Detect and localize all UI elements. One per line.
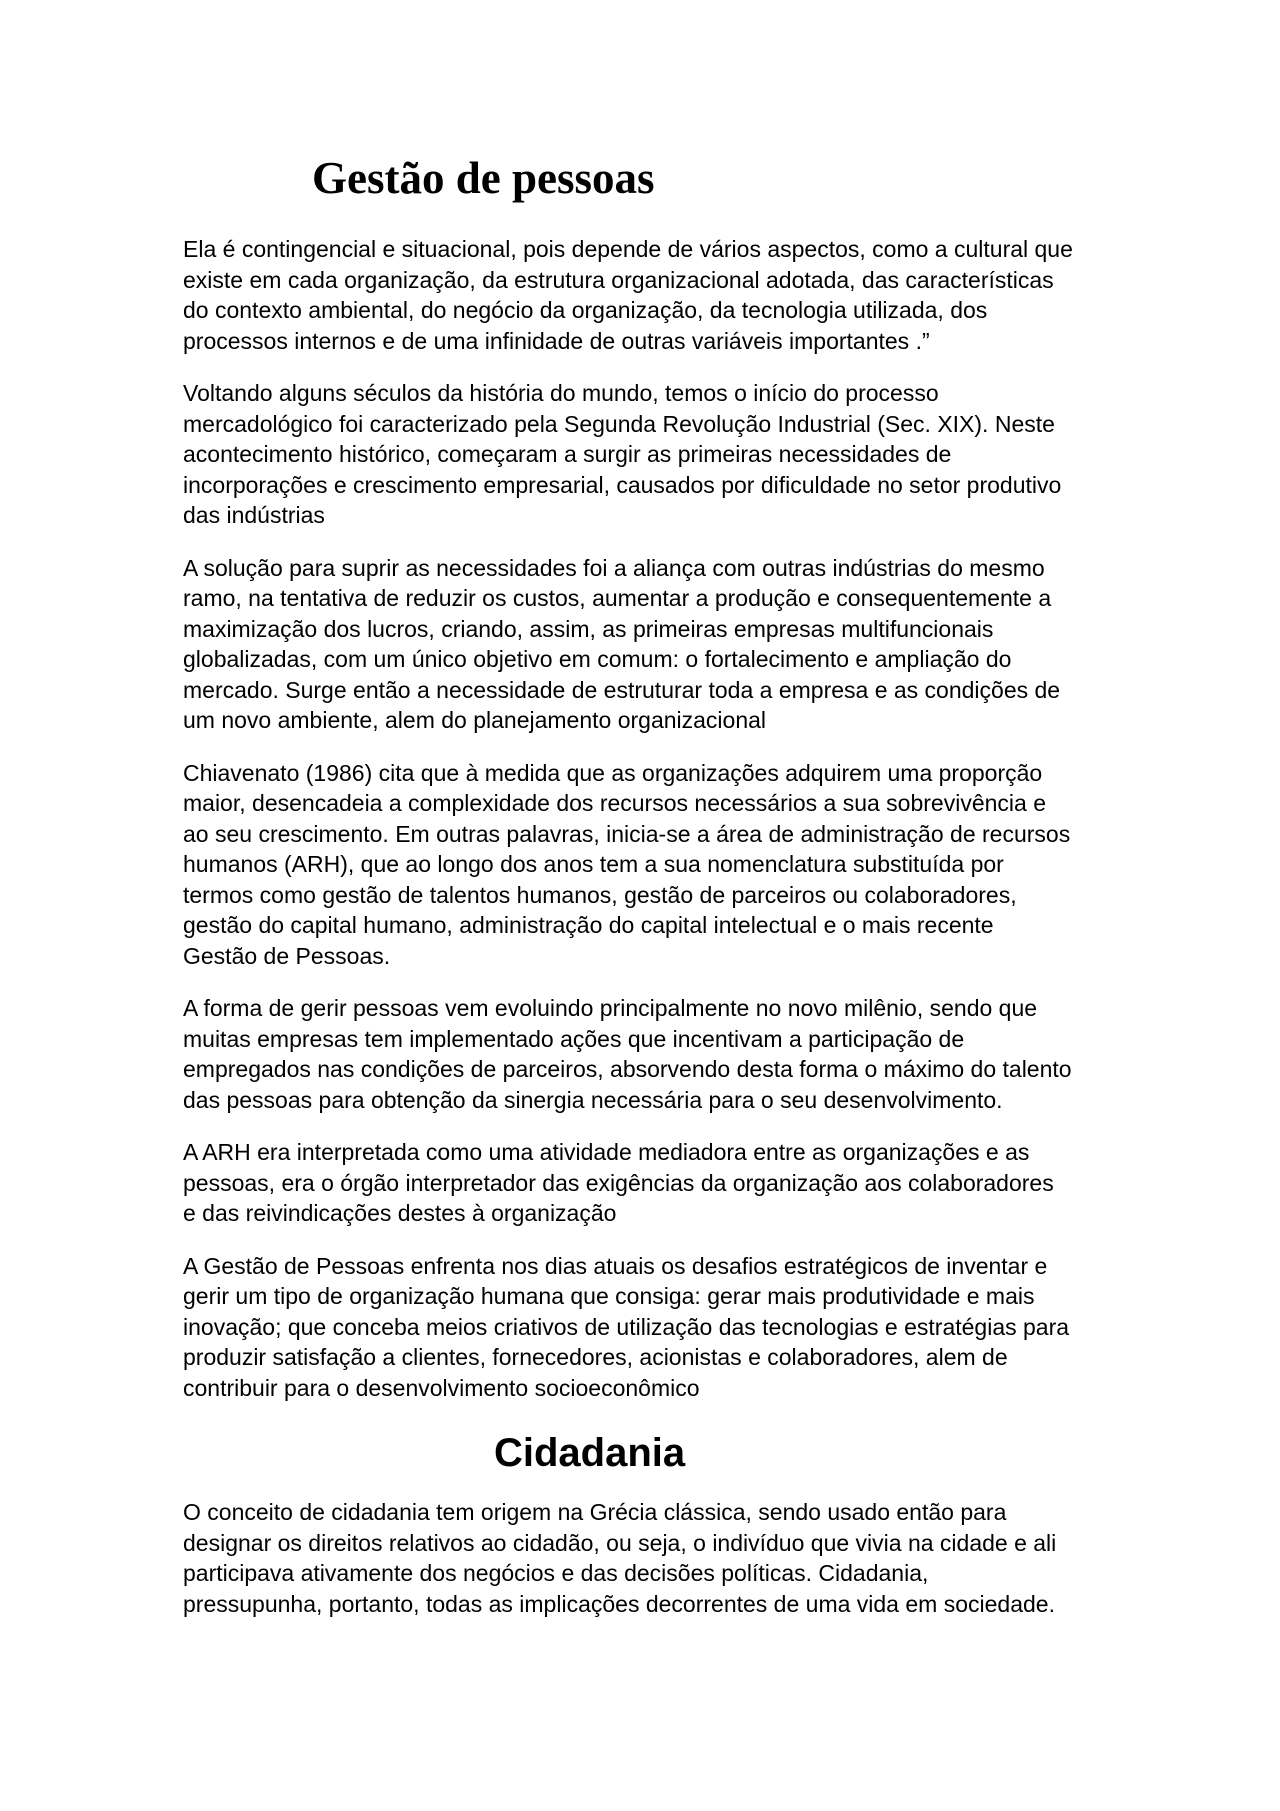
document-title: Gestão de pessoas [312, 153, 655, 203]
text-line: A forma de gerir pessoas vem evoluindo principalmente no novo milênio, sendo que [183, 995, 1038, 1021]
text-line: Gestão de Pessoas. [183, 942, 391, 969]
text-line: pressupunha, portanto, todas as implicações decorrentes de uma vida em sociedade. [183, 1590, 1055, 1617]
section-title-cidadania: Cidadania [494, 1431, 686, 1475]
text-line: humanos (ARH), que ao longo dos anos tem a sua nomenclatura substituída por [183, 851, 1004, 877]
paragraph [183, 1137, 1113, 1229]
text-line: existe em cada organização, da estrutura organizacional adotada, das características [183, 266, 1054, 293]
text-line: A solução para suprir as necessidades foi a aliança com outras indústrias do mesmo [183, 554, 1045, 581]
text-line: produzir satisfação a clientes, fornecedores, acionistas e colaboradores, alem de [183, 1344, 1008, 1370]
text-line: um novo ambiente, alem do planejamento organizacional [183, 707, 767, 733]
text-line: termos como gestão de talentos humanos, gestão de parceiros ou colaboradores, [183, 881, 1017, 908]
text-line: mercado. Surge então a necessidade de estruturar toda a empresa e as condições de [183, 676, 1061, 703]
paragraph [183, 993, 1113, 1115]
paragraph [183, 1251, 1113, 1404]
text-line: participava ativamente dos negócios e das decisões políticas. Cidadania, [183, 1560, 929, 1586]
text-line: incorporações e crescimento empresarial, causados por dificuldade no setor produtivo [183, 471, 1062, 498]
paragraph [183, 758, 1113, 972]
text-line: das pessoas para obtenção da sinergia necessária para o seu desenvolvimento. [183, 1086, 1003, 1113]
paragraph [183, 378, 1113, 531]
text-line: e das reivindicações destes à organização [183, 1200, 617, 1226]
text-line: contribuir para o desenvolvimento socioeconômico [183, 1374, 700, 1401]
text-line: processos internos e de uma infinidade de outras variáveis importantes .” [183, 327, 930, 354]
text-line: Voltando alguns séculos da história do mundo, temos o início do processo [183, 380, 939, 406]
text-line: A ARH era interpretada como uma atividade mediadora entre as organizações e as [183, 1139, 1030, 1165]
text-line: maximização dos lucros, criando, assim, as primeiras empresas multifuncionais [183, 615, 994, 642]
text-line: designar os direitos relativos ao cidadão, ou seja, o indivíduo que vivia na cidade e ali [183, 1529, 1057, 1556]
text-line: pessoas, era o órgão interpretador das exigências da organização aos colaboradores [183, 1169, 1054, 1196]
document-body [183, 234, 1113, 1641]
text-line: Chiavenato (1986) cita que à medida que as organizações adquirem uma proporção [183, 759, 1043, 786]
text-line: gerir um tipo de organização humana que consiga: gerar mais produtividade e mais [183, 1283, 1035, 1309]
text-line: inovação; que conceba meios criativos de utilização das tecnologias e estratégias para [183, 1313, 1070, 1340]
paragraph [183, 234, 1113, 356]
text-line: mercadológico foi caracterizado pela Segunda Revolução Industrial (Sec. XIX). Neste [183, 410, 1055, 437]
paragraph [183, 553, 1113, 736]
text-line: empregados nas condições de parceiros, absorvendo desta forma o máximo do talento [183, 1056, 1072, 1082]
section-gestao-de-pessoas [183, 234, 1113, 1403]
text-line: ao seu crescimento. Em outras palavras, inicia-se a área de administração de recursos [183, 820, 1071, 847]
text-line: A Gestão de Pessoas enfrenta nos dias atuais os desafios estratégicos de inventar e [183, 1252, 1048, 1279]
text-line: das indústrias [183, 502, 325, 528]
text-line: O conceito de cidadania tem origem na Grécia clássica, sendo usado então para [183, 1499, 1007, 1525]
text-line: do contexto ambiental, do negócio da organização, da tecnologia utilizada, dos [183, 297, 988, 323]
text-line: acontecimento histórico, começaram a surgir as primeiras necessidades de [183, 441, 952, 467]
section-cidadania [183, 1497, 1113, 1619]
text-line: maior, desencadeia a complexidade dos recursos necessários a sua sobrevivência e [183, 790, 1046, 816]
text-line: muitas empresas tem implementado ações que incentivam a participação de [183, 1025, 965, 1052]
text-line: ramo, na tentativa de reduzir os custos, aumentar a produção e consequentemente a [183, 585, 1052, 611]
paragraph [183, 1497, 1113, 1619]
text-line: Ela é contingencial e situacional, pois depende de vários aspectos, como a cultural que [183, 236, 1073, 262]
text-line: globalizadas, com um único objetivo em comum: o fortalecimento e ampliação do [183, 646, 1012, 672]
text-line: gestão do capital humano, administração do capital intelectual e o mais recente [183, 912, 994, 938]
